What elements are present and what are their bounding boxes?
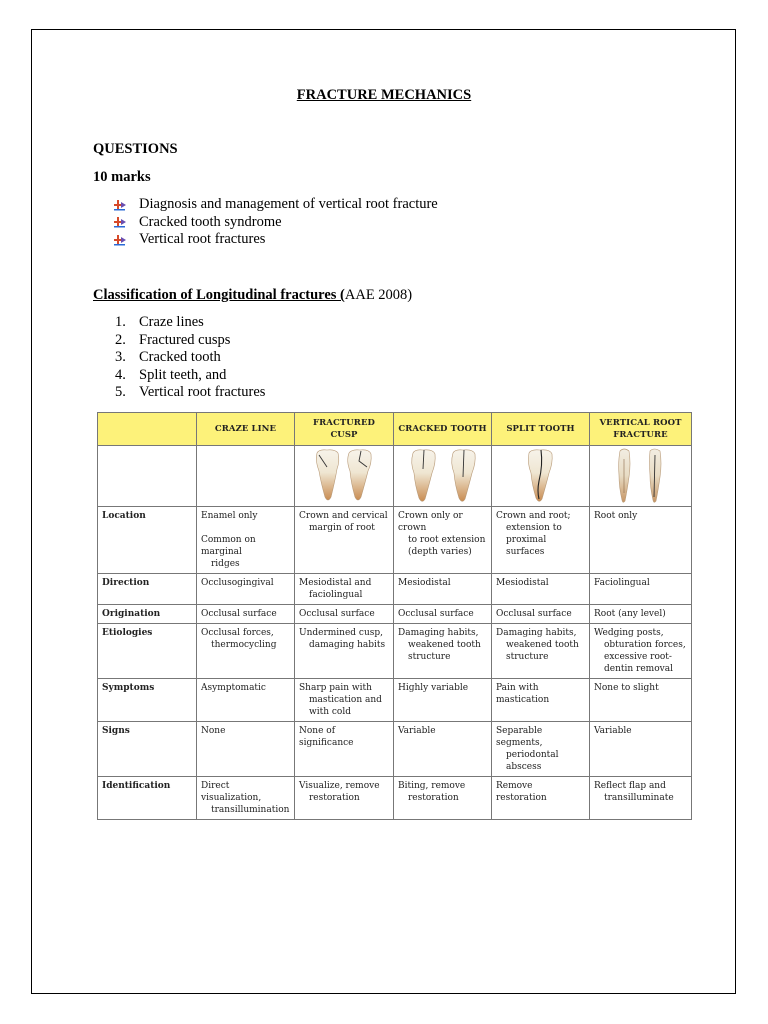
row-label: Location [98,507,197,574]
table-cell: Visualize, remove restoration [295,777,394,820]
table-cell: Mesiodistal [394,574,492,605]
table-cell: Wedging posts, obturation forces, excessive root- dentin removal [590,624,692,679]
table-cell: Asymptomatic [197,679,295,722]
cracked-tooth-image-cell [394,446,492,507]
table-cell: Occlusal surface [394,605,492,624]
table-row [98,679,692,722]
row-label: Identification [98,777,197,820]
table-cell: Root (any level) [590,605,692,624]
table-cell: None to slight [590,679,692,722]
row-label: Symptoms [98,679,197,722]
table-cell: Enamel only Common on marginal ridges [197,507,295,574]
table-cell: Occlusal surface [492,605,590,624]
table-header-row [98,413,692,446]
fractured-cusp-tooth-icon [309,447,379,505]
split-tooth-image-cell [492,446,590,507]
table-cell: Highly variable [394,679,492,722]
list-item: 4. Split teeth, and [115,366,227,383]
header-fractured-cusp: FRACTURED CUSP [295,413,394,446]
table-cell: Reflect flap and transilluminate [590,777,692,820]
classification-list [115,314,265,402]
vertical-root-fracture-image-cell [590,446,692,507]
table-cell: Crown only or crown to root extension (depth varies) [394,507,492,574]
table-row [98,722,692,777]
table-row [98,605,692,624]
list-item: 2. Fractured cusps [115,331,231,348]
marks-heading: 10 marks [93,169,151,185]
list-item: Cracked tooth syndrome [113,214,438,232]
table-row [98,624,692,679]
table-cell: Occlusal surface [197,605,295,624]
table-cell: Damaging habits, weakened tooth structure [394,624,492,679]
table-cell: Variable [394,722,492,777]
row-label: Signs [98,722,197,777]
fracture-classification-table [97,412,692,820]
list-item: 5. Vertical root fractures [115,384,266,400]
header-craze-line: CRAZE LINE [197,413,295,446]
page-title: FRACTURE MECHANICS [296,87,472,103]
table-cell: Occlusal surface [295,605,394,624]
row-label: Etiologies [98,624,197,679]
table-cell: Mesiodistal and faciolingual [295,574,394,605]
classification-heading: Classification of Longitudinal fractures (AAE 2008) [93,287,413,303]
header-split-tooth: SPLIT TOOTH [492,413,590,446]
table-row [98,507,692,574]
header-cracked-tooth: CRACKED TOOTH [394,413,492,446]
table-cell: Occlusal forces, thermocycling [197,624,295,679]
table-cell: Variable [590,722,692,777]
table-cell: Root only [590,507,692,574]
list-item: Diagnosis and management of vertical root fracture [113,196,438,214]
table-cell: Occlusogingival [197,574,295,605]
list-item: 1. Craze lines [115,314,204,330]
fractured-cusp-image-cell [295,446,394,507]
row-label: Direction [98,574,197,605]
table-cell: Faciolingual [590,574,692,605]
header-vertical-root-fracture: VERTICAL ROOT FRACTURE [590,413,692,446]
table-row [98,574,692,605]
table-cell: Damaging habits, weakened tooth structure [492,624,590,679]
list-item: Vertical root fractures [113,231,438,249]
table-cell: Separable segments, periodontal abscess [492,722,590,777]
bullet-arrow-icon [113,216,127,228]
vertical-root-fracture-tooth-icon [606,447,676,505]
table-cell: None [197,722,295,777]
bullet-arrow-icon [113,234,127,246]
table-cell: Direct visualization, transillumination [197,777,295,820]
table-cell: Sharp pain with mastication and with cold [295,679,394,722]
table-cell: Undermined cusp, damaging habits [295,624,394,679]
header-cell-empty [98,413,197,446]
table-cell: Crown and cervical margin of root [295,507,394,574]
craze-line-image-cell [197,446,295,507]
cracked-tooth-icon [403,447,483,505]
row-label: Origination [98,605,197,624]
table-cell: Remove restoration [492,777,590,820]
table-image-row [98,446,692,507]
table-cell: Biting, remove restoration [394,777,492,820]
question-list [113,196,438,249]
questions-heading: QUESTIONS [93,141,178,157]
table-cell: None of significance [295,722,394,777]
table-cell: Mesiodistal [492,574,590,605]
bullet-arrow-icon [113,199,127,211]
table-cell: Pain with mastication [492,679,590,722]
table-row [98,777,692,820]
list-item: 3. Cracked tooth [115,349,221,365]
split-tooth-icon [521,447,561,505]
table-cell: Crown and root; extension to proximal surfaces [492,507,590,574]
